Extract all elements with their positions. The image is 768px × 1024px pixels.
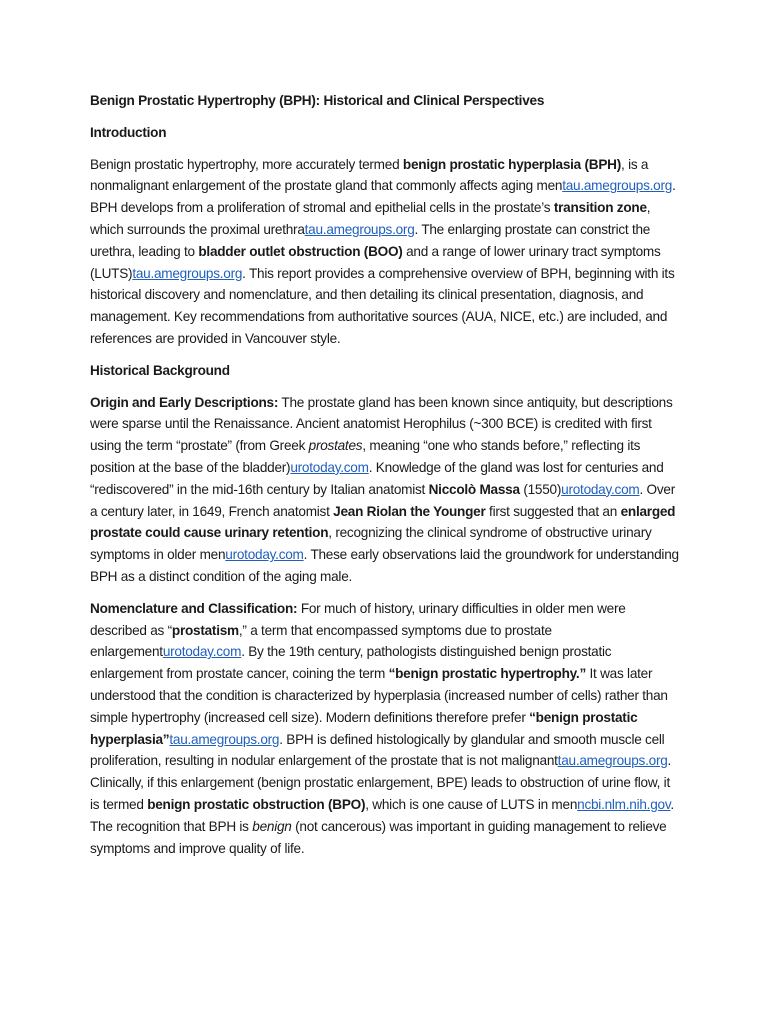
term-hyperplasia: “benign prostatic hyperplasia” bbox=[90, 709, 638, 747]
citation-link[interactable]: urotoday.com bbox=[225, 547, 304, 563]
heading-historical-background: Historical Background bbox=[90, 362, 230, 378]
term-prostatism: prostatism bbox=[171, 622, 239, 638]
paragraph-introduction: Benign prostatic hypertrophy, more accurately termed benign prostatic hyperplasia (BPH), is a nonmalignant enlargement of the prostate gland that commonly affects aging mentau.amegroups.org. BPH develops from a proliferation of stromal and epithelial cells in the prostate’s transition zone, which surrounds the proximal urethratau.amegroups.org. The enlarging prostate can constrict the urethra, leading to bladder outlet obstruction (BOO) and a range of lower urinary tract symptoms (LUTS)tau.amegroups.org. This report provides a comprehensive overview of BPH, beginning with its historical discovery and nomenclature, and then detailing its clinical presentation, diagnosis, and management. Key recommendations from authoritative sources (AUA, NICE, etc.) are included, and references are provided in Vancouver style. bbox=[90, 156, 676, 346]
name-niccolo-massa: Niccolò Massa bbox=[428, 481, 520, 497]
term-bpo: benign prostatic obstruction (BPO) bbox=[147, 796, 366, 812]
name-jean-riolan: Jean Riolan the Younger bbox=[333, 503, 486, 519]
citation-link[interactable]: urotoday.com bbox=[290, 459, 369, 475]
term-hypertrophy: “benign prostatic hypertrophy.” bbox=[388, 666, 586, 682]
citation-link[interactable]: tau.amegroups.org bbox=[169, 731, 280, 747]
heading-introduction: Introduction bbox=[90, 124, 167, 140]
term-transition-zone: transition zone bbox=[553, 200, 647, 216]
term-urinary-retention: enlarged prostate could cause urinary retention bbox=[90, 503, 676, 541]
paragraph-nomenclature: Nomenclature and Classification: For much of history, urinary difficulties in older men were described as “prostatism,” a term that encompassed symptoms due to prostate enlargementurotoday.com. By the 19th century, pathologists distinguished benign prostatic enlargement from prostate cancer, coining the term “benign prostatic hypertrophy.” It was later understood that the condition is characterized by hyperplasia (increased number of cells) rather than simple hypertrophy (increased cell size). Modern definitions therefore prefer “benign prostatic hyperplasia”tau.amegroups.org. BPH is defined histologically by glandular and smooth muscle cell proliferation, resulting in nodular enlargement of the prostate that is not malignanttau.amegroups.org. Clinically, if this enlargement (benign prostatic enlargement, BPE) leads to obstruction of urine flow, it is termed benign prostatic obstruction (BPO), which is one cause of LUTS in menncbi.nlm.nih.gov. The recognition that BPH is benign (not cancerous) was important in guiding management to relieve symptoms and improve quality of life. bbox=[90, 600, 674, 856]
term-bph: benign prostatic hyperplasia (BPH) bbox=[402, 156, 622, 172]
subheading-origin: Origin and Early Descriptions: bbox=[90, 394, 279, 410]
citation-link[interactable]: tau.amegroups.org bbox=[562, 178, 673, 194]
citation-link[interactable]: ncbi.nlm.nih.gov bbox=[577, 796, 671, 812]
citation-link[interactable]: urotoday.com bbox=[561, 481, 640, 497]
citation-link[interactable]: tau.amegroups.org bbox=[304, 221, 415, 237]
citation-link[interactable]: urotoday.com bbox=[162, 644, 242, 660]
subheading-nomenclature: Nomenclature and Classification: bbox=[90, 600, 298, 616]
citation-link[interactable]: tau.amegroups.org bbox=[132, 265, 243, 281]
document-page bbox=[90, 90, 682, 869]
term-boo: bladder outlet obstruction (BOO) bbox=[198, 243, 403, 259]
citation-link[interactable]: tau.amegroups.org bbox=[557, 753, 668, 769]
document-title: Benign Prostatic Hypertrophy (BPH): Historical and Clinical Perspectives bbox=[90, 93, 545, 108]
paragraph-origin: Origin and Early Descriptions: The prostate gland has been known since antiquity, but descriptions were sparse until the Renaissance. Ancient anatomist Herophilus (~300 BCE) is credited with first using the term “prostate” (from Greek prostates, meaning “one who stands before,” reflecting its position at the base of the bladder)urotoday.com. Knowledge of the gland was lost for centuries and “rediscovered” in the mid-16th century by Italian anatomist Niccolò Massa (1550)urotoday.com. Over a century later, in 1649, French anatomist Jean Riolan the Younger first suggested that an enlarged prostate could cause urinary retention, recognizing the clinical syndrome of obstructive urinary symptoms in older menurotoday.com. These early observations laid the groundwork for understanding BPH as a distinct condition of the aging male. bbox=[90, 394, 679, 584]
